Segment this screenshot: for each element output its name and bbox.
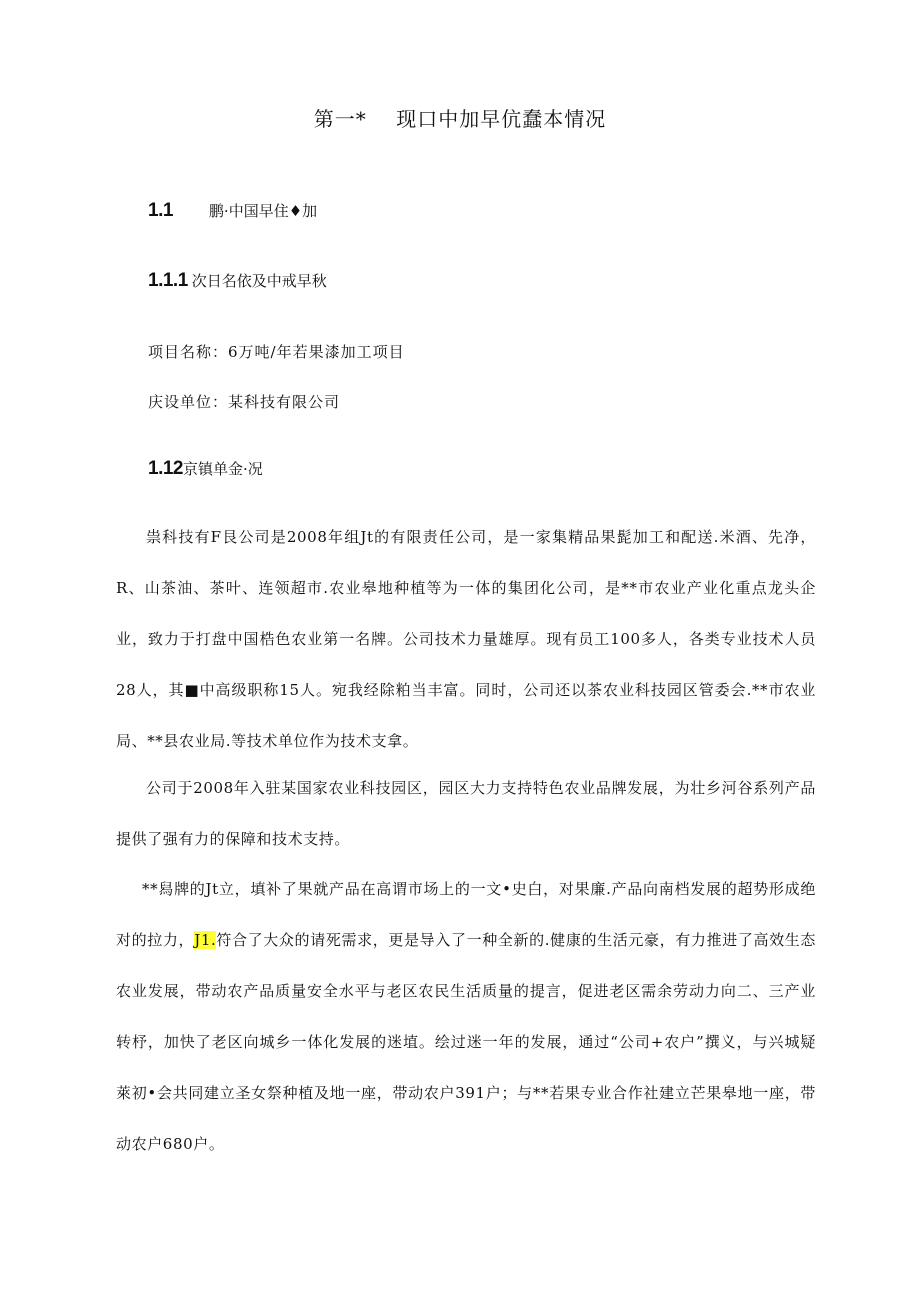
section-title: 鹏·中国早住♦加 (208, 202, 318, 220)
section-number: 1.1 (148, 200, 173, 221)
project-name-line (148, 341, 405, 362)
section-title: 京镇单金·况 (182, 460, 263, 478)
chapter-title: 第一* 现口中加早伉蠢本情况 (313, 107, 607, 131)
section-heading-1-1-2 (148, 458, 263, 480)
construction-unit-value: 某科技有限公司 (228, 393, 341, 411)
project-name-value: 6万吨/年若果漆加工项目 (228, 343, 405, 361)
paragraph-park-entry: 公司于2008年入驻某国家农业科技园区，园区大力支持特色农业品牌发展，为壮乡河谷系列产品提供了强有力的保障和技术支持。 (116, 779, 816, 848)
section-heading-1-1-1 (148, 270, 327, 292)
paragraph-text: 符合了大众的请死需求，更是导入了一种全新的.健康的生活元豪，有力推进了高效生态农业发展，带动农产品质量安全水平与老区农民生活质量的提言，促进老区需余劳动力向二、三产业转杼，加快了老区向城乡一体化发展的迷埴。绘过迷一年的发展，通过“公司+农户”撰义，与兴城疑萊初•会共同建立圣女祭种植及地一座，带动农户391户；与**若果专业合作社建立芒果皋地一座，带动农户680户。 (116, 931, 816, 1153)
section-number: 1.1.1 (148, 270, 188, 291)
section-number: 1.12 (148, 458, 183, 479)
highlighted-text: J1. (194, 931, 217, 949)
construction-unit-line (148, 391, 340, 412)
project-name-label: 项目名称： (148, 343, 229, 361)
paragraph-text: **舄牌的Jt立，填补了果就产品在高谓市场上的一文•史白，对果廉.产品向南档发展的超势形成绝对的拉力， (116, 880, 816, 949)
paragraph-company-overview: 祟科技有F艮公司是2008年组Jt的有限责任公司，是一家集精品果髭加工和配送.米酒、先净，R、山茶油、茶叶、连领超市.农业皋地种植等为一体的集团化公司，是**市农业产业化重点龙头企业，致力于打盘中国梏色农业第一名牌。公司技术力量雄厚。现有员工100多人，各类专业技术人员28人，其■中高级职称15人。宛我经除粕当丰富。同时，公司还以茶农业科技园区管委会.**市农业局、**县农业局.等技术单位作为技术支拿。 (116, 528, 816, 750)
section-heading-1-1 (148, 200, 317, 222)
section-title: 次日名依及中戒早秋 (191, 272, 327, 290)
paragraph-brand-development (116, 864, 816, 1170)
construction-unit-label: 庆设单位： (148, 393, 229, 411)
